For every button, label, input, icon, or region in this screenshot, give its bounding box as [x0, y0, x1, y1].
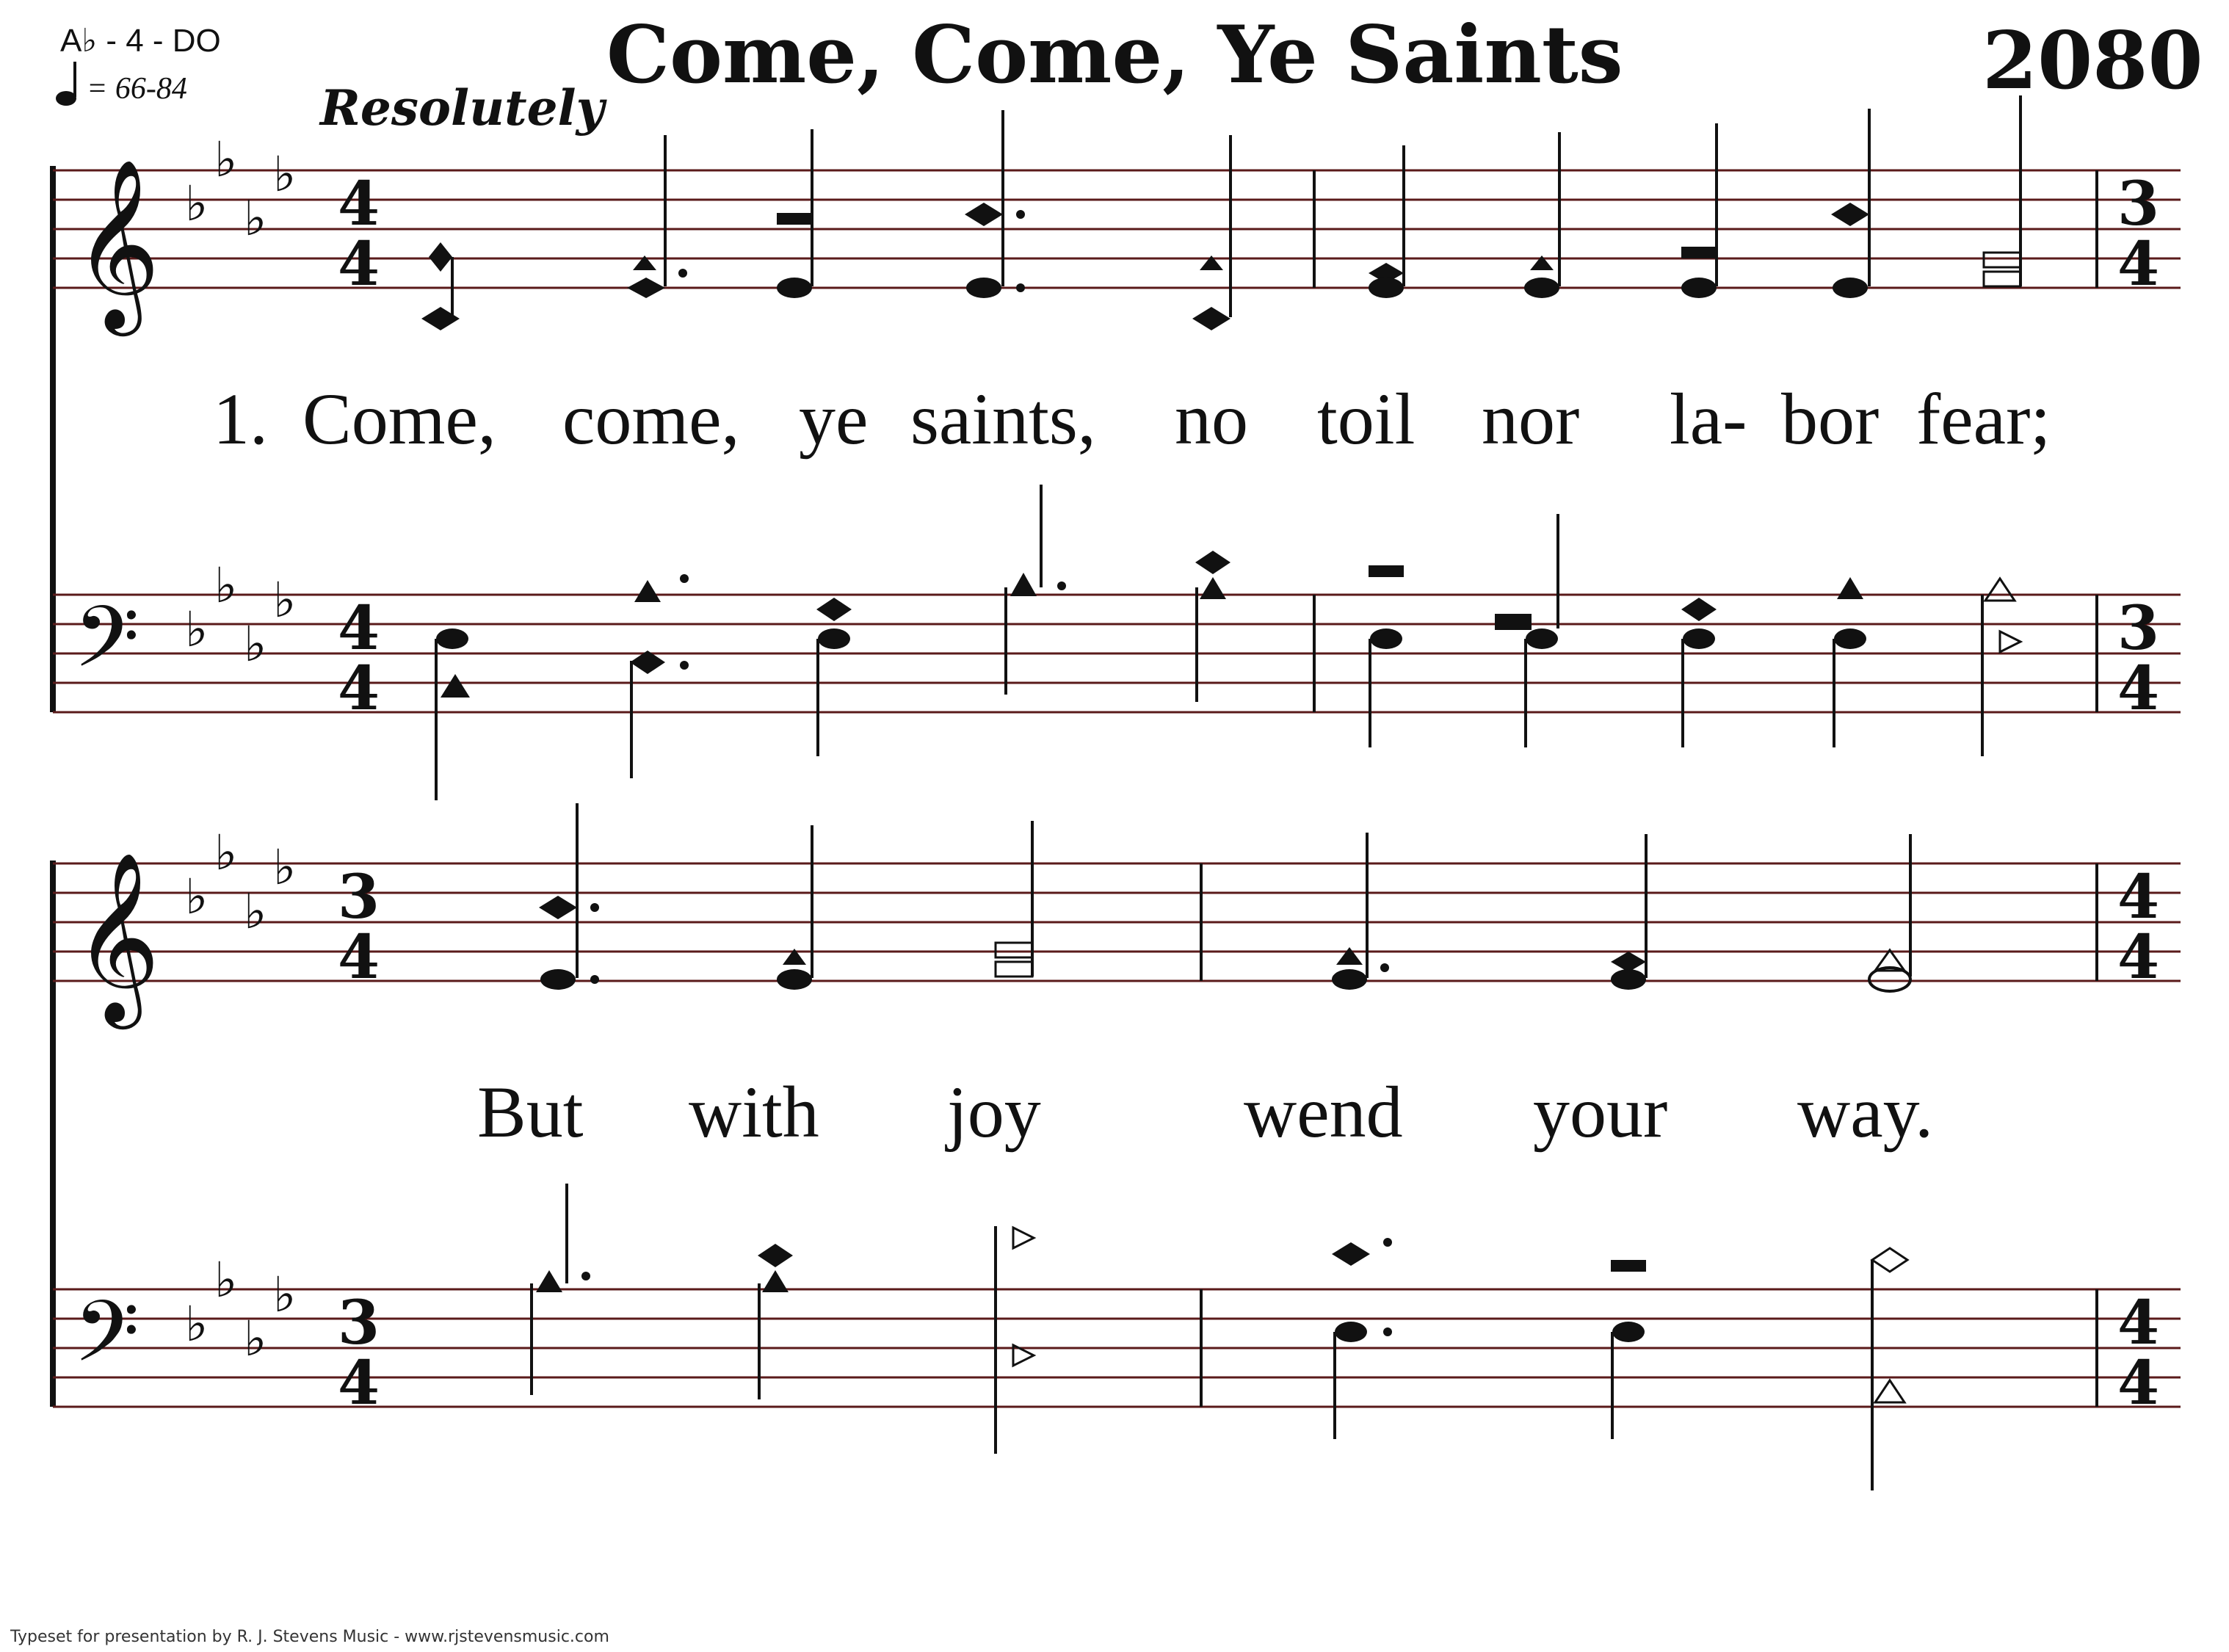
treble-clef-icon: 𝄞: [73, 851, 161, 1022]
lyric-syllable: toil: [1317, 378, 1416, 460]
svg-text:3: 3: [338, 1288, 380, 1358]
time-signature-change-bass: [2117, 1288, 2159, 1419]
lyrics-verse-1-line-1: [213, 378, 2051, 460]
time-signature-bass: [338, 593, 380, 724]
lyric-syllable: la-: [1670, 378, 1747, 460]
lyric-syllable: fear;: [1916, 378, 2051, 460]
svg-text:♭: ♭: [244, 190, 267, 247]
time-signature-bass: [338, 1288, 380, 1419]
time-signature-change-treble: [2117, 862, 2159, 993]
treble-notes-measure-2: [1369, 95, 2020, 298]
key-signature-bass: [185, 557, 296, 673]
svg-text:4: 4: [2117, 1348, 2160, 1419]
lyric-syllable: saints,: [910, 378, 1096, 460]
expression-marking: Resolutely: [320, 79, 604, 137]
lyric-syllable: 1.: [213, 378, 268, 460]
svg-text:♭: ♭: [244, 1311, 267, 1367]
system-1: [53, 95, 2181, 800]
treble-notes-measure-3: [539, 803, 1032, 990]
svg-text:♭: ♭: [214, 1252, 238, 1308]
svg-text:4: 4: [2117, 922, 2160, 993]
time-signature-treble: [338, 169, 380, 300]
svg-text:3: 3: [338, 862, 380, 932]
svg-text:4: 4: [2117, 1288, 2160, 1358]
key-signature-bass: [185, 1252, 296, 1367]
svg-text:4: 4: [338, 922, 380, 993]
svg-text:♭: ♭: [214, 825, 238, 881]
lyric-syllable: joy: [947, 1071, 1041, 1153]
bass-clef-icon: 𝄢: [73, 1283, 140, 1402]
svg-text:♭: ♭: [214, 557, 238, 614]
svg-text:♭: ♭: [273, 839, 297, 896]
svg-text:♭: ♭: [273, 146, 297, 203]
lyric-syllable: with: [689, 1071, 819, 1153]
bass-notes-measure-2: [1369, 514, 2020, 756]
treble-clef-icon: 𝄞: [73, 158, 161, 329]
bass-notes-measure-4: [1332, 1238, 1907, 1490]
hymn-title: Come, Come, Ye Saints: [606, 9, 1623, 101]
tempo-marking: = 66-84: [87, 72, 187, 106]
svg-text:3: 3: [2117, 593, 2160, 664]
svg-text:4: 4: [338, 593, 380, 664]
svg-text:♭: ♭: [273, 572, 297, 628]
lyric-syllable: ye: [799, 378, 869, 460]
svg-text:♭: ♭: [185, 869, 209, 925]
time-signature-change-bass: [2117, 593, 2159, 724]
svg-text:♭: ♭: [185, 601, 209, 658]
typesetter-credit: Typeset for presentation by R. J. Stevens Music - www.rjstevensmusic.com: [10, 1628, 609, 1646]
lyric-syllable: Come,: [302, 378, 496, 460]
bass-clef-icon: 𝄢: [73, 588, 140, 708]
svg-text:3: 3: [2117, 169, 2160, 239]
lyric-syllable: way.: [1797, 1071, 1934, 1153]
lyric-syllable: bor: [1781, 378, 1880, 460]
svg-text:♭: ♭: [185, 175, 209, 232]
svg-text:♭: ♭: [214, 131, 238, 188]
svg-text:4: 4: [338, 229, 380, 300]
key-info: A♭ - 4 - DO: [60, 23, 221, 59]
svg-text:♭: ♭: [185, 1296, 209, 1352]
time-signature-change-treble: [2117, 169, 2159, 300]
lyric-syllable: come,: [562, 378, 740, 460]
lyric-syllable: wend: [1244, 1071, 1403, 1153]
svg-text:4: 4: [2117, 862, 2160, 932]
quarter-note-icon: [56, 62, 76, 106]
svg-text:4: 4: [338, 169, 380, 239]
treble-notes-measure-1: [421, 110, 1231, 330]
svg-text:4: 4: [338, 653, 380, 724]
svg-text:♭: ♭: [244, 616, 267, 673]
treble-notes-measure-4: [1332, 833, 1910, 991]
svg-text:4: 4: [2117, 653, 2160, 724]
svg-text:4: 4: [338, 1348, 380, 1419]
hymn-number: 2080: [1982, 15, 2203, 107]
lyrics-verse-1-line-2: [477, 1071, 1933, 1153]
svg-text:♭: ♭: [244, 883, 267, 940]
svg-text:4: 4: [2117, 229, 2160, 300]
lyric-syllable: no: [1175, 378, 1248, 460]
system-2: [53, 803, 2181, 1490]
time-signature-treble: [338, 862, 380, 993]
bass-notes-measure-1: [436, 485, 1231, 800]
svg-text:♭: ♭: [273, 1267, 297, 1323]
lyric-syllable: nor: [1482, 378, 1580, 460]
lyric-syllable: your: [1533, 1071, 1668, 1153]
lyric-syllable: But: [477, 1071, 584, 1153]
